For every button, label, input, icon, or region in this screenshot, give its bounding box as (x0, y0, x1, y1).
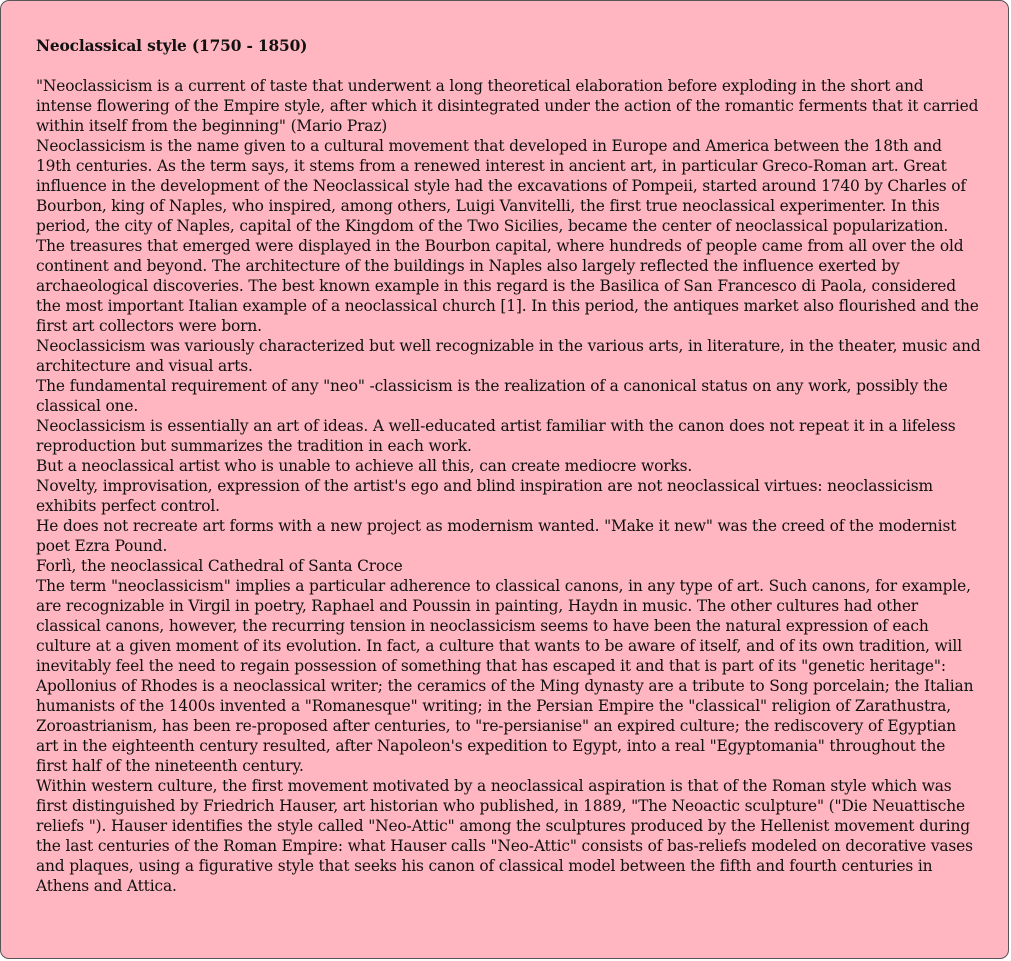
paragraph-virtues: Novelty, improvisation, expression of the artist's ego and blind inspiration are not neoclassical virtues: neoclassicism exhibits perfect control. (36, 477, 933, 515)
paragraph-arts: Neoclassicism was variously characterized but well recognizable in the various arts, in literature, in the theater, music and architecture and visual arts. (36, 337, 981, 375)
paragraph-ideas: Neoclassicism is essentially an art of ideas. A well-educated artist familiar with the canon does not repeat it in a lifeless reproduction but summarizes the tradition in each work. (36, 417, 956, 455)
paragraph-mediocre: But a neoclassical artist who is unable to achieve all this, can create mediocre works. (36, 457, 693, 475)
paragraph-canons: The term "neoclassicism" implies a particular adherence to classical canons, in any type of art. Such canons, for example, are recognizable in Virgil in poetry, Raphael and Poussin in painting, Haydn in music. The other cultures had other classical canons, however, the recurring tension in neoclassicism seems to have been the natural expression of each culture at a given moment of its evolution. In fact, a culture that wants to be aware of itself, and of its own tradition, will inevitably feel the need to regain possession of something that has escaped it and that is part of its "genetic heritage": Apollonius of Rhodes is a neoclassical writer; the ceramics of the Ming dynasty are a tribute to Song porcelain; the Italian humanists of the 1400s invented a "Romanesque" writing; in the Persian Empire the "classical" religion of Zarathustra, Zoroastrianism, has been re-proposed after centuries, to "re-persianise" an expired culture; the rediscovery of Egyptian art in the eighteenth century resulted, after Napoleon's expedition to Egypt, into a real "Egyptomania" throughout the first half of the nineteenth century. (36, 577, 974, 775)
paragraph-praz-quote: "Neoclassicism is a current of taste that underwent a long theoretical elaboration before exploding in the short and intense flowering of the Empire style, after which it disintegrated under the action of the romantic ferments that it carried within itself from the beginning" (Mario Praz) (36, 77, 979, 135)
paragraph-western-culture: Within western culture, the first movement motivated by a neoclassical aspiration is that of the Roman style which was first distinguished by Friedrich Hauser, art historian who published, in 1889, "The Neoactic sculpture" ("Die Neuattische reliefs "). Hauser identifies the style called "Neo-Attic" among the sculptures produced by the Hellenist movement during the last centuries of the Roman Empire: what Hauser calls "Neo-Attic" consists of bas-reliefs modeled on decorative vases and plaques, using a figurative style that seeks his canon of classical model between the fifth and fourth centuries in Athens and Attica. (36, 777, 973, 895)
paragraph-requirement: The fundamental requirement of any "neo" -classicism is the realization of a canonical status on any work, possibly the classical one. (36, 377, 948, 415)
article-content (36, 36, 981, 896)
paragraph-modernism: He does not recreate art forms with a new project as modernism wanted. "Make it new" was the creed of the modernist poet Ezra Pound. (36, 517, 957, 555)
paragraph-forli-caption: Forlì, the neoclassical Cathedral of Santa Croce (36, 557, 403, 575)
paragraph-definition: Neoclassicism is the name given to a cultural movement that developed in Europe and America between the 18th and 19th centuries. As the term says, it stems from a renewed interest in ancient art, in particular Greco-Roman art. Great influence in the development of the Neoclassical style had the excavations of Pompeii, started around 1740 by Charles of Bourbon, king of Naples, who inspired, among others, Luigi Vanvitelli, the first true neoclassical experimenter. In this period, the city of Naples, capital of the Kingdom of the Two Sicilies, became the center of neoclassical popularization. The treasures that emerged were displayed in the Bourbon capital, where hundreds of people came from all over the old continent and beyond. The architecture of the buildings in Naples also largely reflected the influence exerted by archaeological discoveries. The best known example in this regard is the Basilica of San Francesco di Paola, considered the most important Italian example of a neoclassical church [1]. In this period, the antiques market also flourished and the first art collectors were born. (36, 137, 979, 335)
article-title: Neoclassical style (1750 - 1850) (36, 37, 308, 55)
